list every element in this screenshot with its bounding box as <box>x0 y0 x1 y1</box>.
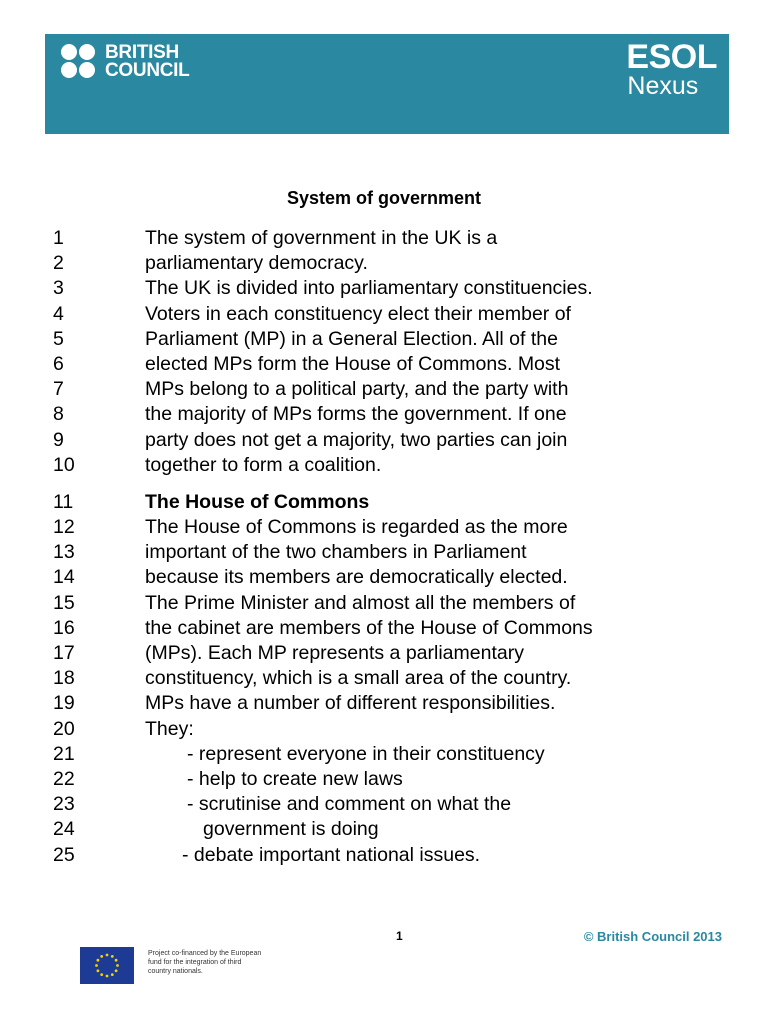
text-line <box>53 490 733 515</box>
line-number: 1 <box>53 227 64 249</box>
bullet-text: - help to create new laws <box>187 767 403 790</box>
header-banner <box>45 34 729 134</box>
eu-flag-icon <box>80 947 134 984</box>
line-text: important of the two chambers in Parliament <box>145 541 527 564</box>
line-number: 5 <box>53 327 64 350</box>
copyright-notice: © British Council 2013 <box>583 929 722 944</box>
line-text: Parliament (MP) in a General Election. All of the <box>145 327 558 350</box>
line-number: 17 <box>53 642 75 664</box>
text-line <box>53 453 733 478</box>
line-text: because its members are democratically elected. <box>145 566 568 589</box>
line-text: Voters in each constituency elect their member of <box>145 302 571 325</box>
line-text: MPs have a number of different responsibilities. <box>145 692 556 715</box>
text-line <box>53 226 733 251</box>
text-line <box>53 302 733 327</box>
line-text: the majority of MPs forms the government. If one <box>145 403 567 426</box>
text-line <box>53 515 733 540</box>
line-number: 11 <box>53 490 74 513</box>
bullet-text: - scrutinise and comment on what the <box>187 793 512 816</box>
text-line <box>53 717 733 742</box>
text-line <box>53 691 733 716</box>
text-line <box>53 641 733 666</box>
esol-logo-text: ESOL <box>626 38 717 76</box>
text-line <box>53 540 733 565</box>
line-number: 7 <box>53 378 64 401</box>
line-text: constituency, which is a small area of the country. <box>145 667 572 690</box>
line-number: 15 <box>53 591 75 614</box>
esol-nexus-logo <box>626 40 717 98</box>
line-number: 4 <box>53 302 64 325</box>
text-line <box>53 377 733 402</box>
line-text: The Prime Minister and almost all the members of <box>145 591 576 614</box>
line-text: They: <box>145 717 194 740</box>
line-text: The House of Commons is regarded as the more <box>145 516 568 539</box>
line-number: 18 <box>53 667 75 690</box>
line-number: 10 <box>53 453 75 476</box>
numbered-text-body <box>53 226 733 868</box>
eu-note-line3: country nationals. <box>148 968 203 975</box>
logo-text-line1: BRITISH <box>105 42 179 63</box>
line-text: party does not get a majority, two parties can join <box>145 428 568 451</box>
line-number: 20 <box>53 717 75 740</box>
british-council-logo <box>59 41 209 87</box>
line-number: 19 <box>53 692 75 715</box>
line-text: The UK is divided into parliamentary constituencies. <box>145 277 593 300</box>
text-line <box>53 565 733 590</box>
document-title: System of government <box>286 188 482 208</box>
eu-funding-note <box>148 949 278 976</box>
text-line <box>53 327 733 352</box>
line-number: 6 <box>53 352 64 375</box>
line-text: (MPs). Each MP represents a parliamentary <box>145 642 524 664</box>
text-line <box>53 616 733 641</box>
text-line <box>53 843 733 868</box>
line-text: The system of government in the UK is a <box>145 227 498 249</box>
line-text: together to form a coalition. <box>145 453 382 476</box>
line-number: 21 <box>53 742 75 765</box>
line-text: MPs belong to a political party, and the party with <box>145 378 569 401</box>
page-number: 1 <box>396 929 403 943</box>
line-number: 3 <box>53 277 64 300</box>
section-heading: The House of Commons <box>145 490 370 513</box>
bullet-text: government is doing <box>203 818 379 841</box>
text-line <box>53 817 733 842</box>
text-line <box>53 251 733 276</box>
eu-note-line2: fund for the integration of third <box>148 959 242 966</box>
line-number: 12 <box>53 516 75 539</box>
line-number: 8 <box>53 403 64 426</box>
text-line <box>53 276 733 301</box>
bullet-text: - represent everyone in their constituency <box>187 742 545 765</box>
line-number: 23 <box>53 793 75 816</box>
line-text: parliamentary democracy. <box>145 252 368 275</box>
text-line <box>53 767 733 792</box>
bullet-text: - debate important national issues. <box>182 843 481 866</box>
line-number: 9 <box>53 428 64 451</box>
line-number: 22 <box>53 767 75 790</box>
logo-text-line2: COUNCIL <box>105 60 190 81</box>
text-line <box>53 666 733 691</box>
line-number: 25 <box>53 843 75 866</box>
eu-note-line1: Project co-financed by the European <box>148 950 262 957</box>
line-number: 24 <box>53 818 75 841</box>
line-number: 16 <box>53 616 75 639</box>
text-line <box>53 742 733 767</box>
text-line <box>53 591 733 616</box>
line-number: 14 <box>53 566 75 589</box>
text-line <box>53 428 733 453</box>
text-line <box>53 352 733 377</box>
line-number: 2 <box>53 252 64 275</box>
line-text: elected MPs form the House of Commons. Most <box>145 352 561 375</box>
text-line <box>53 792 733 817</box>
nexus-logo-text: Nexus <box>627 72 699 100</box>
line-number: 13 <box>53 541 75 564</box>
line-text: the cabinet are members of the House of Commons <box>145 616 593 639</box>
british-council-dots-icon <box>59 41 103 81</box>
text-line <box>53 402 733 427</box>
